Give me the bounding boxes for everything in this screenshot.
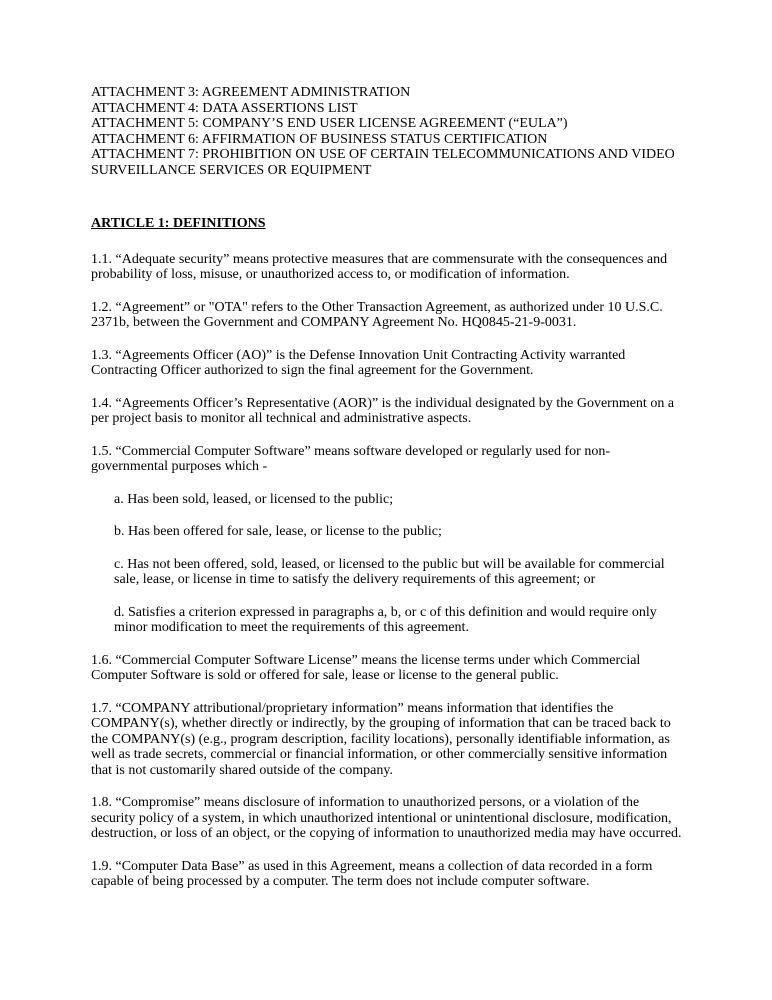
attachment-line: ATTACHMENT 6: AFFIRMATION OF BUSINESS STATUS CERTIFICATION: [91, 131, 548, 147]
article-heading: [91, 216, 683, 232]
article-heading-text: ARTICLE 1: DEFINITIONS: [91, 216, 266, 231]
definition-paragraph: 1.5. “Commercial Computer Software” means software developed or regularly used for non-governmental purposes which -: [91, 443, 610, 474]
definition-paragraph: 1.1. “Adequate security” means protective measures that are commensurate with the consequences and probability of loss, misuse, or unauthorized access to, or modification of information.: [91, 251, 668, 282]
definition-paragraph: 1.4. “Agreements Officer’s Representative (AOR)” is the individual designated by the Government on a per project basis to monitor all technical and administrative aspects.: [91, 395, 675, 426]
attachment-line: ATTACHMENT 7: PROHIBITION ON USE OF CERTAIN TELECOMMUNICATIONS AND VIDEO SURVEILLANCE SERVICES OR EQUIPMENT: [91, 147, 675, 178]
definition-paragraph: 1.7. “COMPANY attributional/proprietary information” means information that identifies the COMPANY(s), whether directly or indirectly, by the grouping of information that can be traced back to the COMPANY(s) (e.g., program description, facility locations), personally identifiable information, as well as trade secrets, commercial or financial information, or other commercially sensitive information that is not customarily shared outside of the company.: [91, 700, 671, 778]
definition-subitem: c. Has not been offered, sold, leased, or licensed to the public but will be available for commercial sale, lease, or license in time to satisfy the delivery requirements of this agreement; or: [114, 556, 665, 587]
definitions-list: [91, 252, 683, 890]
definition-paragraph: 1.3. “Agreements Officer (AO)” is the Defense Innovation Unit Contracting Activity warranted Contracting Officer authorized to sign the final agreement for the Government.: [91, 347, 626, 378]
attachment-line: ATTACHMENT 3: AGREEMENT ADMINISTRATION: [91, 85, 411, 100]
definition-subitem: b. Has been offered for sale, lease, or license to the public;: [114, 524, 442, 539]
definition-subitem: d. Satisfies a criterion expressed in paragraphs a, b, or c of this definition and would require only minor modification to meet the requirements of this agreement.: [114, 604, 657, 635]
attachment-line: ATTACHMENT 5: COMPANY’S END USER LICENSE AGREEMENT (“EULA”): [91, 116, 568, 131]
definition-paragraph: 1.2. “Agreement” or "OTA" refers to the Other Transaction Agreement, as authorized under 10 U.S.C. 2371b, between the Government and COMPANY Agreement No. HQ0845-21-9-0031.: [91, 299, 663, 330]
definition-paragraph: 1.8. “Compromise” means disclosure of information to unauthorized persons, or a violation of the security policy of a system, in which unauthorized intentional or unintentional disclosure, modification, destruction, or loss of an object, or the copying of information to unauthorized media may have occurred.: [91, 795, 682, 841]
definition-paragraph: 1.6. “Commercial Computer Software License” means the license terms under which Commercial Computer Software is sold or offered for sale, lease or license to the general public.: [91, 652, 641, 683]
page-content: [91, 85, 683, 890]
attachments-list: [91, 85, 683, 178]
definition-paragraph: 1.9. “Computer Data Base” as used in this Agreement, means a collection of data recorded in a form capable of being processed by a computer. The term does not include computer software.: [91, 858, 653, 889]
attachment-line: ATTACHMENT 4: DATA ASSERTIONS LIST: [91, 100, 358, 116]
definition-subitem: a. Has been sold, leased, or licensed to the public;: [114, 491, 394, 507]
